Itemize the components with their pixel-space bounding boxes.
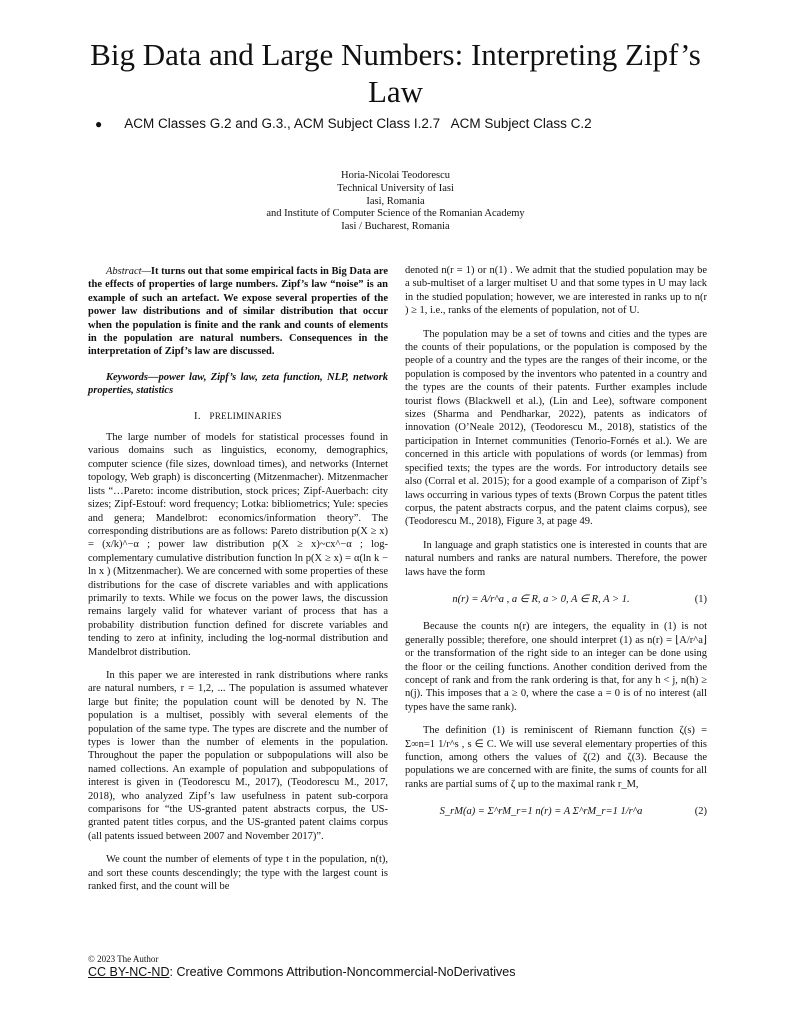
paragraph: Because the counts n(r) are integers, the equality in (1) is not generally possible; therefore, one should interpret (1) as n(r) = ⌊A/r^a⌋ or the transformation of the right side to an integer can be done using the floor or the ceiling functions. Another condition derived from the concept of rank and from the rank ordering is that, for any h < j, n(h) ≥ n(j). This imposes that a ≥ 0, where the case a = 0 is of no interest (all types have the same rank). xyxy=(405,621,707,713)
author-affiliation-1: Technical University of Iasi xyxy=(337,182,454,194)
equation-1-number: (1) xyxy=(694,593,707,605)
footer xyxy=(88,954,515,979)
license-link[interactable]: CC BY-NC-ND xyxy=(88,965,170,979)
section-number: I. xyxy=(194,410,201,422)
author-location-2: Iasi / Bucharest, Romania xyxy=(341,221,450,233)
paragraph: In language and graph statistics one is interested in counts that are natural numbers and ranks are natural numbers. Therefore, the power laws have the form xyxy=(405,539,707,578)
bullet-icon: ● xyxy=(95,116,103,131)
paragraph: The definition (1) is reminiscent of Riemann function ζ(s) = Σ∞n=1 1/r^s , s ∈ C. We will use several elementary properties of this function, among others the values of ζ(2) and ζ(3). Because the populations we are concerned with are finite, the sums of counts for all ranks are partial sums of ζ up to the maximal rank r_M, xyxy=(405,725,707,790)
left-column xyxy=(88,265,388,893)
equation-1-body: n(r) = A/r^a , a ∈ R, a > 0, A ∈ R, A > 1. xyxy=(452,593,630,605)
equation-2-number: (2) xyxy=(694,806,707,818)
keywords: Keywords—power law, Zipf’s law, zeta function, NLP, network properties, statistics xyxy=(88,371,388,397)
section-title: PRELIMINARIES xyxy=(209,410,282,421)
equation-2-body: S_rM(a) = Σ^rM_r=1 n(r) = A Σ^rM_r=1 1/r^a xyxy=(439,806,643,818)
right-column xyxy=(405,264,707,833)
abstract-body: It turns out that some empirical facts in Big Data are the effects of properties of large numbers. Zipf’s law “noise” is an example of such an artefact. We expose several properties of the power law distributions and of similar distribution that occur when the population is finite and the rank and counts of elements in the population are natural numbers. Consequences in the interpretation of Zipf’s law are discussed. xyxy=(88,266,388,358)
author-name: Horia-Nicolai Teodorescu xyxy=(341,170,450,181)
paragraph: We count the number of elements of type t in the population, n(t), and sort these counts descendingly; the type with the largest count is ranked first, and the count will be xyxy=(88,854,388,893)
section-heading-preliminaries xyxy=(88,410,388,423)
paragraph: In this paper we are interested in rank distributions where ranks are natural numbers, r = 1,2, ... The population is assumed whatever large but finite; the population count will be denoted by N. The population is a multiset, possibly with several elements of the population of the same type. The types are discrete and the number of types is lower than the number of elements in the population. Throughout the paper the population or subpopulations will also be named collections. An example of population and subpopulations of interest is given in (Teodorescu M., 2017), (Teodorescu M., 2017, 2018), who analyzed Zipf’s law usefulness in patent sub-corpora comparisons for “the US-granted patent abstracts corpus, the US-granted patent titles corpus, and the US-granted patent claims corpus (all patents issued between 2007 and November 2017)”. xyxy=(88,669,388,842)
abstract xyxy=(88,265,388,359)
equation-1 xyxy=(405,593,707,606)
acm-classes xyxy=(95,116,592,131)
author-location-1: Iasi, Romania xyxy=(366,195,425,207)
license-line xyxy=(88,965,515,979)
paragraph: The large number of models for statistical processes found in various domains such as linguistics, economy, demographics, computer science (file sizes, download times), and networks (Internet topology, Web graph) is disconcerting (Mitzenmacher). Mitzenmacher lists “…Pareto: income distribution, stock prices; Zipf-Auerbach: city sizes; Zipf-Estouf: word frequency; Lotka: bibliometrics; Yule: species and genera; Mandelbrot: economics/information theory”. The corresponding distributions are as follows: Pareto distribution p(X ≥ x) = (x/k)^−α ; power law distribution p(X ≥ x)~cx^−α ; log-complementary cumulative distribution function ln p(X ≥ x) = α(ln k − ln x ) (Mitzenmacher). We are concerned with some properties of these distributions for the case of discrete variables and with applications primarily to texts. While we focus on the power laws, the discussion remains largely valid for whatever variant of process that has a probability distribution function defined for discrete variables and tending to zero at infinity, including the log-normal distribution and Mandelbrot distribution. xyxy=(88,432,388,658)
abstract-lead: Abstract— xyxy=(106,266,151,277)
equation-2 xyxy=(405,805,707,818)
acm-classes-text: ACM Classes G.2 and G.3., ACM Subject Class I.2.7 ACM Subject Class C.2 xyxy=(124,116,592,131)
copyright-notice: © 2023 The Author xyxy=(88,954,159,964)
paragraph: denoted n(r = 1) or n(1) . We admit that the studied population may be a sub-multiset of a larger multiset U and that some types in U may lack in the studied population; however, we are interested in ranks up to n(r ) ≥ 1, i.e., ranks of the elements of population, not of U. xyxy=(405,265,707,317)
license-text: : Creative Commons Attribution-Noncommercial-NoDerivatives xyxy=(169,965,516,979)
paragraph: The population may be a set of towns and cities and the types are the counts of their populations, or the population is composed by the people of a country and the types are the ranges of their income, or the population is composed by the inventors who patented in a country and the types are the counts of their patents. Further examples include tourist flows (Blackwell et al.), (Lin and Lee), software component sizes (Sharma and Pendharkar, 2022), patents as indicators of innovation (O’Neale 2012), (Teodorescu M., 2018), statistics of the participation in Internet communities (Tenorio-Fornés et al.). We are concerned in this article with populations of words (or lemmas) from specified texts; the types are the words. For introductory details see also (Corral et al. 2015); for a good example of a comparison of Zipf’s laws occurring in various types of texts (Brown Corpus the patent titles corpus, the patent abstracts corpus, and the patent claims corpus), see (Teodorescu M., 2018), Figure 3, at page 49. xyxy=(405,328,707,528)
paper-title: Big Data and Large Numbers: Interpreting Zipf’s Law xyxy=(90,37,701,109)
author-affiliation-2: and Institute of Computer Science of the Romanian Academy xyxy=(266,208,525,220)
author-block xyxy=(200,170,591,234)
